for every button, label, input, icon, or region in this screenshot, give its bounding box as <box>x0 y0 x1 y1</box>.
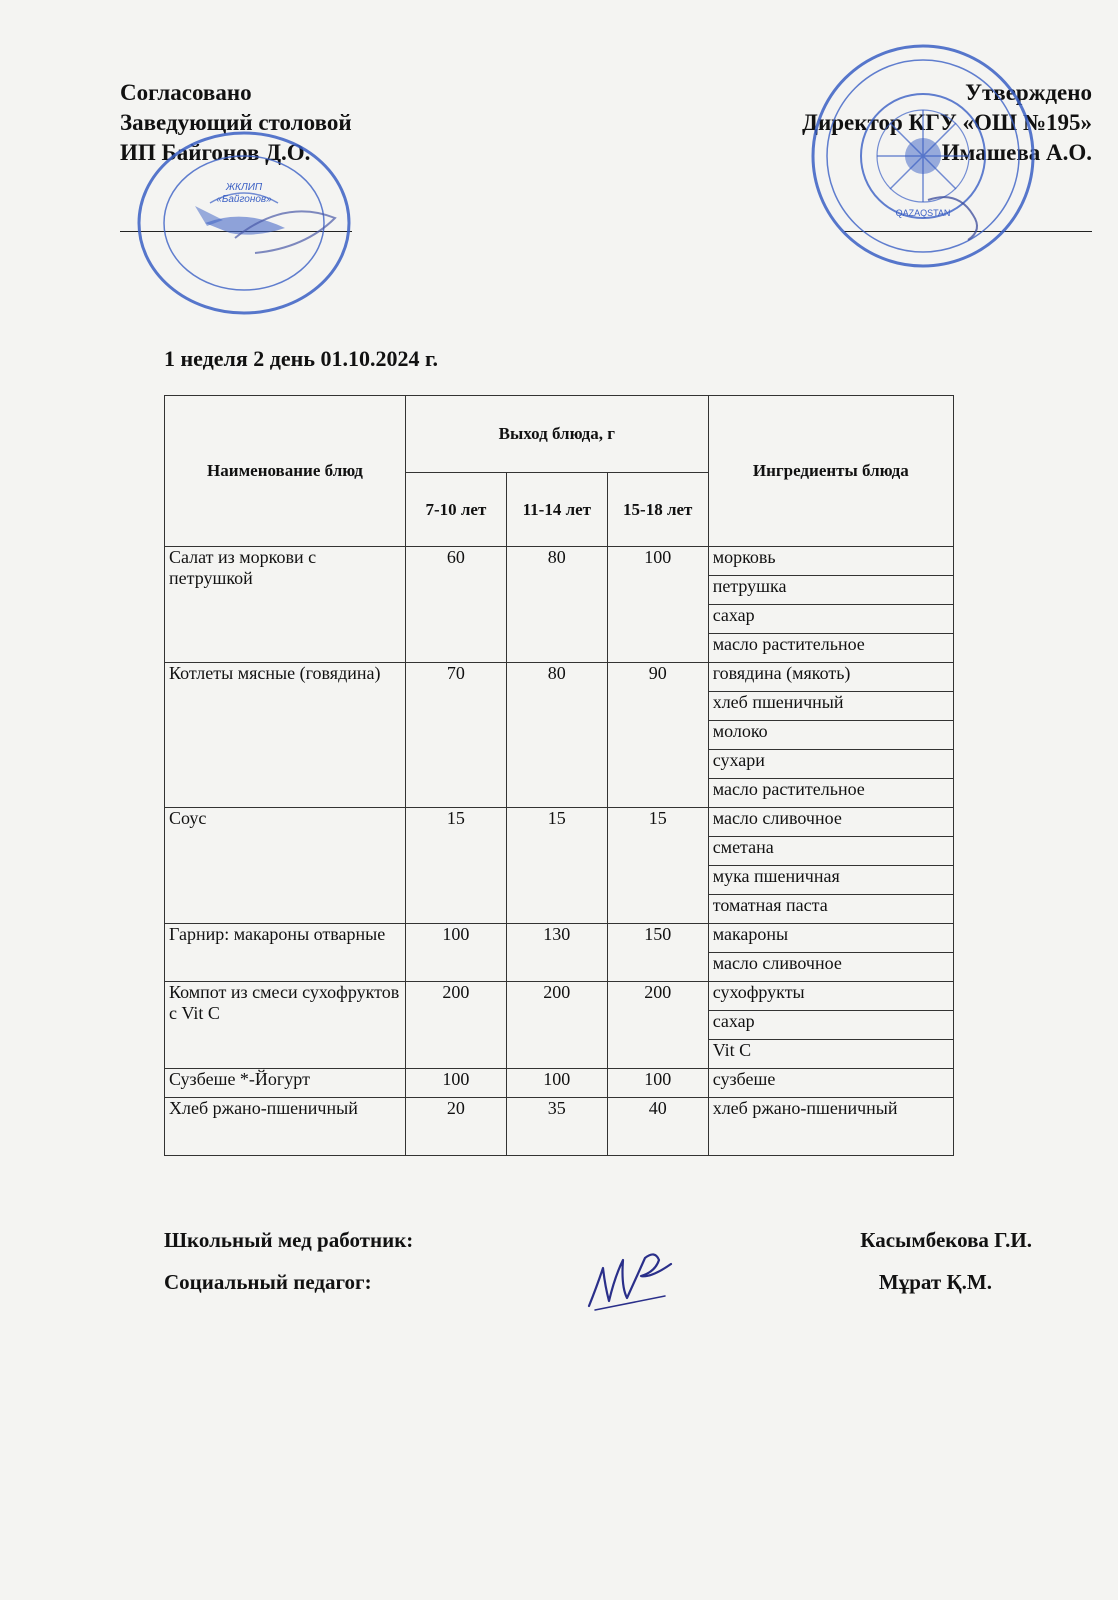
canteen-head-name: ИП Байгонов Д.О. <box>120 140 311 165</box>
ingredient: сухофрукты <box>708 982 953 1011</box>
table-row <box>165 982 954 1011</box>
yield-11-14: 15 <box>506 808 607 924</box>
yield-7-10: 100 <box>405 924 506 982</box>
dish-name: Компот из смеси сухофруктов с Vit C <box>165 982 406 1069</box>
ingredient: молоко <box>708 721 953 750</box>
header-age-11-14: 11-14 лет <box>506 473 607 547</box>
yield-15-18: 200 <box>607 982 708 1069</box>
dish-name: Котлеты мясные (говядина) <box>165 663 406 808</box>
table-row <box>165 663 954 692</box>
ingredient: масло растительное <box>708 779 953 808</box>
yield-7-10: 200 <box>405 982 506 1069</box>
director-title: Директор КГУ «ОШ №195» <box>802 110 1092 135</box>
director-name: Имашева А.О. <box>941 140 1092 165</box>
table-row <box>165 1069 954 1098</box>
svg-text:QAZAQSTAN: QAZAQSTAN <box>895 208 951 218</box>
table-row <box>165 547 954 576</box>
ingredient: макароны <box>708 924 953 953</box>
menu-table <box>164 395 954 1156</box>
yield-7-10: 15 <box>405 808 506 924</box>
agreed-label: Согласовано <box>120 80 252 105</box>
ingredient: сахар <box>708 1011 953 1040</box>
school-stamp <box>808 40 1038 272</box>
yield-15-18: 40 <box>607 1098 708 1156</box>
canteen-head-title: Заведующий столовой <box>120 110 352 135</box>
header-age-7-10: 7-10 лет <box>405 473 506 547</box>
svg-text:ЖКЛИП: ЖКЛИП <box>225 182 263 193</box>
social-pedagogue-label: Социальный педагог: <box>164 1270 372 1294</box>
table-row <box>165 1098 954 1156</box>
yield-7-10: 20 <box>405 1098 506 1156</box>
yield-15-18: 15 <box>607 808 708 924</box>
yield-7-10: 100 <box>405 1069 506 1098</box>
ingredient: томатная паста <box>708 895 953 924</box>
header-dish-name: Наименование блюд <box>165 396 406 547</box>
ingredient: хлеб пшеничный <box>708 692 953 721</box>
dish-name: Гарнир: макароны отварные <box>165 924 406 982</box>
yield-11-14: 80 <box>506 663 607 808</box>
yield-11-14: 35 <box>506 1098 607 1156</box>
med-worker-name: Касымбекова Г.И. <box>860 1228 1032 1252</box>
ingredient: сахар <box>708 605 953 634</box>
yield-7-10: 70 <box>405 663 506 808</box>
dish-name: Салат из моркови с петрушкой <box>165 547 406 663</box>
yield-15-18: 100 <box>607 1069 708 1098</box>
ingredient: сухари <box>708 750 953 779</box>
yield-15-18: 100 <box>607 547 708 663</box>
header-ingredients: Ингредиенты блюда <box>708 396 953 547</box>
yield-15-18: 150 <box>607 924 708 982</box>
ingredient: Vit C <box>708 1040 953 1069</box>
ingredient: масло растительное <box>708 634 953 663</box>
table-row <box>165 924 954 953</box>
handwritten-signature <box>585 1246 675 1316</box>
ingredient: сметана <box>708 837 953 866</box>
ingredient: мука пшеничная <box>708 866 953 895</box>
svg-text:«Байгонов»: «Байгонов» <box>216 194 272 205</box>
ingredient: хлеб ржано-пшеничный <box>708 1098 953 1156</box>
yield-11-14: 200 <box>506 982 607 1069</box>
med-worker-label: Школьный мед работник: <box>164 1228 414 1252</box>
yield-11-14: 130 <box>506 924 607 982</box>
yield-11-14: 100 <box>506 1069 607 1098</box>
dish-name: Сузбеше *-Йогурт <box>165 1069 406 1098</box>
ingredient: говядина (мякоть) <box>708 663 953 692</box>
ingredient: масло сливочное <box>708 953 953 982</box>
dish-name: Хлеб ржано-пшеничный <box>165 1098 406 1156</box>
header-age-15-18: 15-18 лет <box>607 473 708 547</box>
dish-name: Соус <box>165 808 406 924</box>
yield-7-10: 60 <box>405 547 506 663</box>
ingredient: масло сливочное <box>708 808 953 837</box>
yield-15-18: 90 <box>607 663 708 808</box>
social-pedagogue-name: Мұрат Қ.М. <box>878 1270 992 1294</box>
ip-stamp <box>135 128 353 318</box>
ingredient: морковь <box>708 547 953 576</box>
table-row <box>165 808 954 837</box>
ingredient: петрушка <box>708 576 953 605</box>
header-yield: Выход блюда, г <box>405 396 708 473</box>
yield-11-14: 80 <box>506 547 607 663</box>
ingredient: сузбеше <box>708 1069 953 1098</box>
approved-label: Утверждено <box>965 80 1092 105</box>
menu-title: 1 неделя 2 день 01.10.2024 г. <box>164 346 439 371</box>
